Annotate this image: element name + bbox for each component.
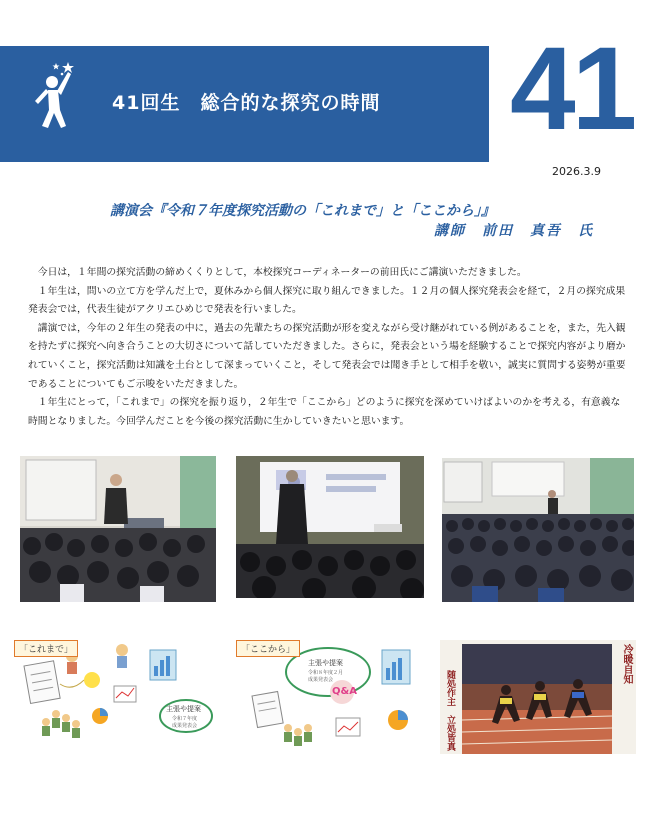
future-qa: Q&A: [332, 686, 357, 697]
future-box-sub: 令和８年度２月 成果発表会: [308, 670, 344, 683]
body-paragraph: １年生は，問いの立て方を学んだ上で，夏休みから個人探究に取り組んできました。１２月の個人探究発表会を経て，２月の探究成果発表会では，代表生徒がアクリエひめじで発表を行いました。: [28, 285, 626, 316]
issue-date: 2026.3.9: [552, 165, 601, 178]
lecture-photo-3: [442, 458, 634, 602]
future-box-label: 主張や提案: [308, 659, 343, 667]
lecture-photo-2: [236, 456, 424, 598]
article-body: [28, 264, 628, 431]
illustration-past: [10, 636, 216, 754]
track-poster: [440, 640, 636, 754]
body-paragraph: 講演では，今年の２年生の発表の中に，過去の先輩たちの探究活動が形を変えながら受け継がれている例があることを，また，先入観を持たずに探究へ向き合うことの大切さについて話していただきました。さらに，発表会という場を経験することで探究内容がより磨かれていくこと，探究活動は知識を土台として深まっていくこと，そして発表会では聞き手として相手を敬い，誠実に質問する姿勢が重要であることについてもご示唆をいただきました。: [28, 322, 626, 390]
lecturer-name: 講師 前田 真吾 氏: [434, 223, 594, 239]
issue-number: 41: [510, 23, 634, 155]
lecture-photo-1: [20, 456, 216, 602]
past-box-sub: 令和７年度 成果発表会: [172, 716, 198, 729]
runner-icon: [28, 60, 76, 140]
illustration-future: [232, 636, 428, 754]
body-paragraph: １年生にとって，「これまで」の探究を振り返り，２年生で「ここから」どのように探究を深めていけばよいのかを考える，有意義な時間となりました。今回学んだことを今後の探究活動に生かしていきたいと思います。: [28, 397, 621, 427]
body-paragraph: 今日は，１年間の探究活動の締めくくりとして，本校探究コーディネーターの前田氏にご講演いただきました。: [37, 267, 527, 278]
past-box-label: 主張や提案: [166, 705, 201, 713]
poster-motto-left: 随処作主 立処皆真: [445, 670, 455, 751]
past-tag: 「これまで」: [14, 640, 78, 657]
poster-motto-right: 冷暖自知: [621, 644, 632, 684]
lecture-title: 講演会『令和７年度探究活動の「これまで」と「ここから」』: [110, 203, 495, 219]
page-title: 41回生 総合的な探究の時間: [112, 92, 381, 114]
future-tag: 「ここから」: [236, 640, 300, 657]
